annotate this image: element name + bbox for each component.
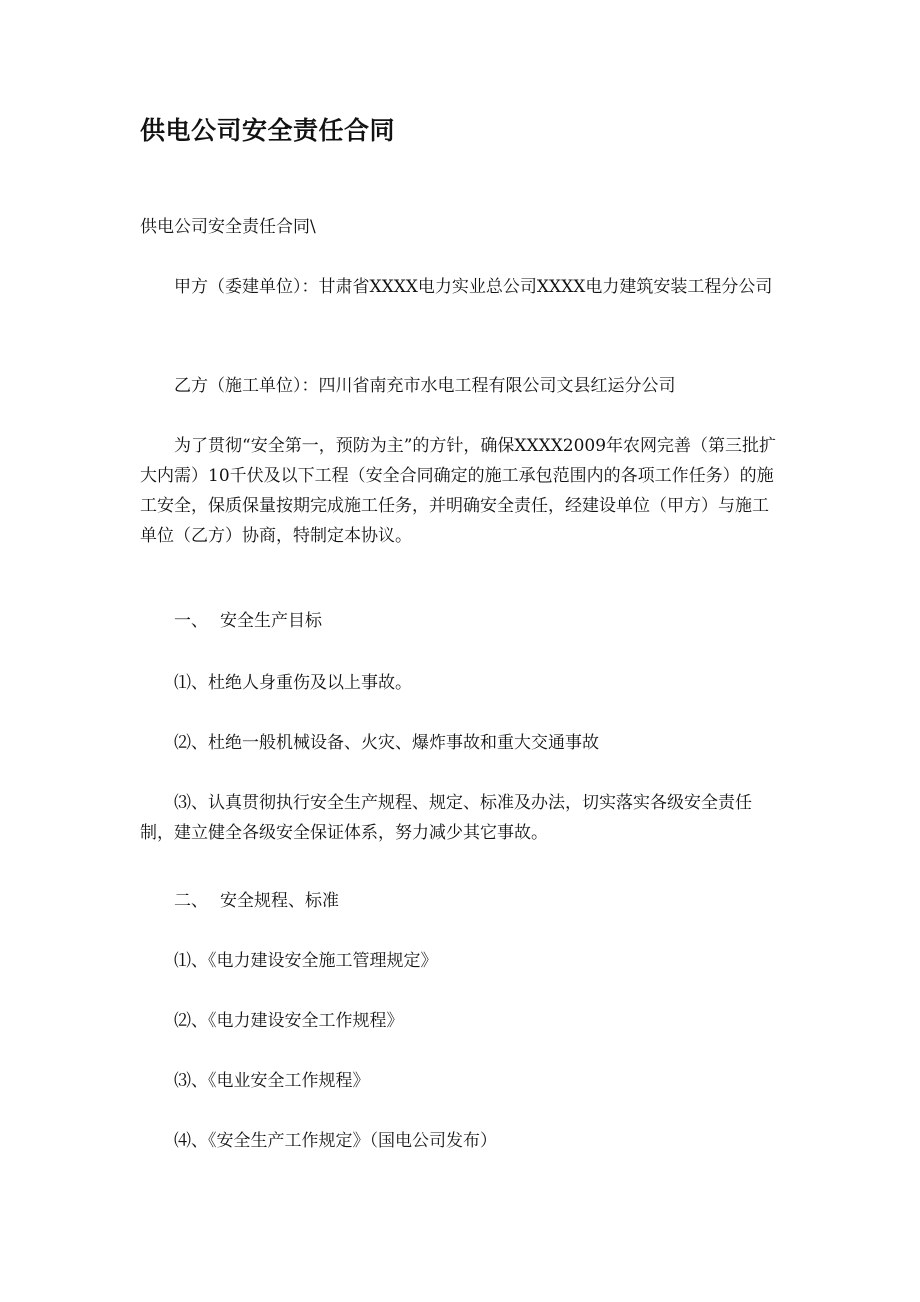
section-2-item-1: ⑴、《电力建设安全施工管理规定》 bbox=[174, 951, 438, 971]
section-2-number: 二、 bbox=[174, 891, 208, 911]
party-a-paragraph: 甲方（委建单位）：甘肃省XXXX电力实业总公司XXXX电力建筑安装工程分公司 bbox=[174, 277, 773, 297]
section-2-item-3: ⑶、《电业安全工作规程》 bbox=[174, 1071, 370, 1091]
preamble-paragraph: 为了贯彻“安全第一，预防为主”的方针，确保XXXX2009年农网完善（第三批扩大内需）10千伏及以下工程（安全合同确定的施工承包范围内的各项工作任务）的施工安全，保质保量按期完成施工任务，并明确安全责任，经建设单位（甲方）与施工单位（乙方）协商，特制定本协议。 bbox=[140, 436, 777, 546]
section-1-heading bbox=[174, 606, 322, 636]
document-subtitle: 供电公司安全责任合同\ bbox=[140, 217, 316, 237]
section-2-heading bbox=[174, 886, 339, 916]
section-2-item-2: ⑵、《电力建设安全工作规程》 bbox=[174, 1011, 404, 1031]
section-1-item-3: ⑶、认真贯彻执行安全生产规程、规定、标准及办法，切实落实各级安全责任制，建立健全各级安全保证体系，努力减少其它事故。 bbox=[140, 793, 752, 843]
section-1-title: 安全生产目标 bbox=[220, 611, 322, 631]
section-2-item-4: ⑷、《安全生产工作规定》（国电公司发布） bbox=[174, 1131, 497, 1151]
section-1-number: 一、 bbox=[174, 611, 208, 631]
section-2-title: 安全规程、标准 bbox=[220, 891, 339, 911]
document-title: 供电公司安全责任合同 bbox=[140, 116, 396, 145]
section-1-item-2: ⑵、杜绝一般机械设备、火灾、爆炸事故和重大交通事故 bbox=[174, 733, 599, 753]
section-1-item-1: ⑴、杜绝人身重伤及以上事故。 bbox=[174, 673, 412, 693]
party-b-paragraph: 乙方（施工单位）：四川省南充市水电工程有限公司文县红运分公司 bbox=[174, 376, 676, 396]
